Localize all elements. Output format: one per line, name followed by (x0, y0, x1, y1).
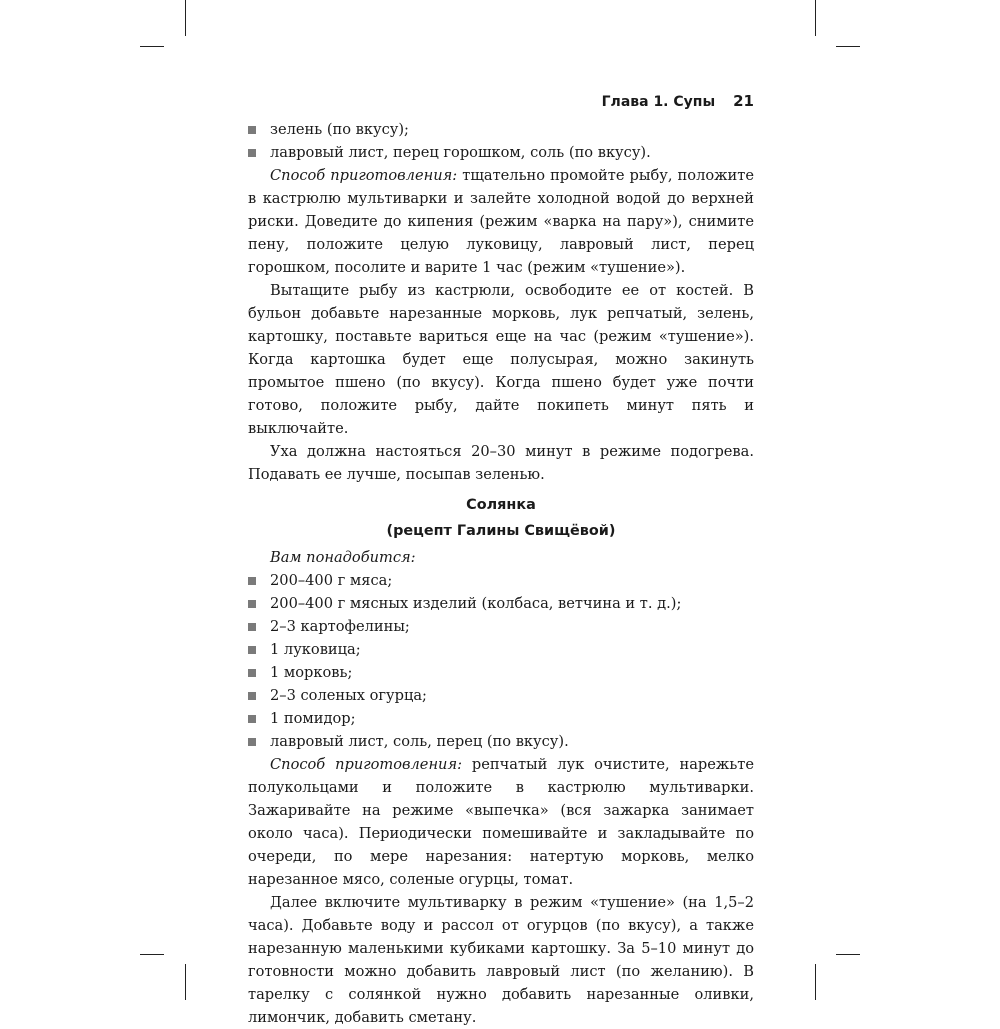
bullet-icon (248, 623, 256, 631)
crop-mark (836, 46, 860, 47)
ingredients-label: Вам понадобится: (270, 549, 416, 566)
body-paragraph: Вытащите рыбу из кастрюли, освободите ее от костей. В бульон добавьте нарезанные морковь, лук репчатый, зелень, картошку, поставьте вариться еще на час (режим «тушение»). Когда картошка будет еще полусырая, можно закинуть промытое пшено (по вкусу). Когда пшено будет уже почти готово, положите рыбу, дайте покипеть минут пять и выключайте. (248, 282, 754, 437)
body-paragraph: Уха должна настояться 20–30 минут в режиме подогрева. Подавать ее лучше, посыпав зеленью. (248, 443, 754, 483)
crop-mark (836, 954, 860, 955)
bullet-icon (248, 715, 256, 723)
list-item: 2–3 картофелины; (248, 615, 754, 638)
page-number: 21 (733, 92, 754, 110)
list-item: 200–400 г мясных изделий (колбаса, ветчина и т. д.); (248, 592, 754, 615)
body-paragraph: Далее включите мультиварку в режим «тушение» (на 1,5–2 часа). Добавьте воду и рассол от огурцов (по вкусу), а также нарезанную маленькими кубиками картошку. За 5–10 минут до готовности можно добавить лавровый лист (по желанию). В тарелку с солянкой нужно добавить нарезанные оливки, лимончик, добавить сметану. (248, 894, 754, 1026)
bullet-icon (248, 126, 256, 134)
bullet-icon (248, 738, 256, 746)
crop-mark (815, 964, 816, 1000)
list-item: 1 помидор; (248, 707, 754, 730)
page-body (248, 118, 754, 1029)
method-text: тщательно промойте рыбу, положите в кастрюлю мультиварки и залейте холодной водой до верхней риски. Доведите до кипения (режим «варка на пару»), снимите пену, положите целую луковицу, лавровый лист, перец горошком, посолите и варите 1 час (режим «тушение»). (248, 167, 754, 276)
method-text: репчатый лук очистите, нарежьте полукольцами и положите в кастрюлю мультиварки. Зажаривайте на режиме «выпечка» (вся зажарка занимает около часа). Периодически помешивайте и закладывайте по очереди, по мере нарезания: натертую морковь, мелко нарезанное мясо, соленые огурцы, томат. (248, 756, 754, 888)
list-item: 200–400 г мяса; (248, 569, 754, 592)
list-item: 2–3 соленых огурца; (248, 684, 754, 707)
recipe-title: Солянка (466, 497, 536, 513)
bullet-icon (248, 669, 256, 677)
crop-mark (140, 954, 164, 955)
method-paragraph (248, 164, 754, 279)
bullet-icon (248, 577, 256, 585)
crop-mark (185, 964, 186, 1000)
bullet-icon (248, 149, 256, 157)
list-item: лавровый лист, перец горошком, соль (по вкусу). (248, 141, 754, 164)
crop-mark (140, 46, 164, 47)
running-header (248, 92, 754, 110)
chapter-title: Глава 1. Супы (601, 94, 716, 110)
list-item: 1 луковица; (248, 638, 754, 661)
crop-mark (815, 0, 816, 36)
bullet-icon (248, 600, 256, 608)
list-item: зелень (по вкусу); (248, 118, 754, 141)
list-item: лавровый лист, соль, перец (по вкусу). (248, 730, 754, 753)
recipe-subtitle: (рецепт Галины Свищёвой) (386, 523, 616, 539)
method-label: Способ приготовления: (270, 756, 463, 773)
list-item: 1 морковь; (248, 661, 754, 684)
bullet-icon (248, 692, 256, 700)
method-label: Способ приготовления: (270, 167, 458, 184)
method-paragraph (248, 753, 754, 891)
bullet-icon (248, 646, 256, 654)
crop-mark (185, 0, 186, 36)
